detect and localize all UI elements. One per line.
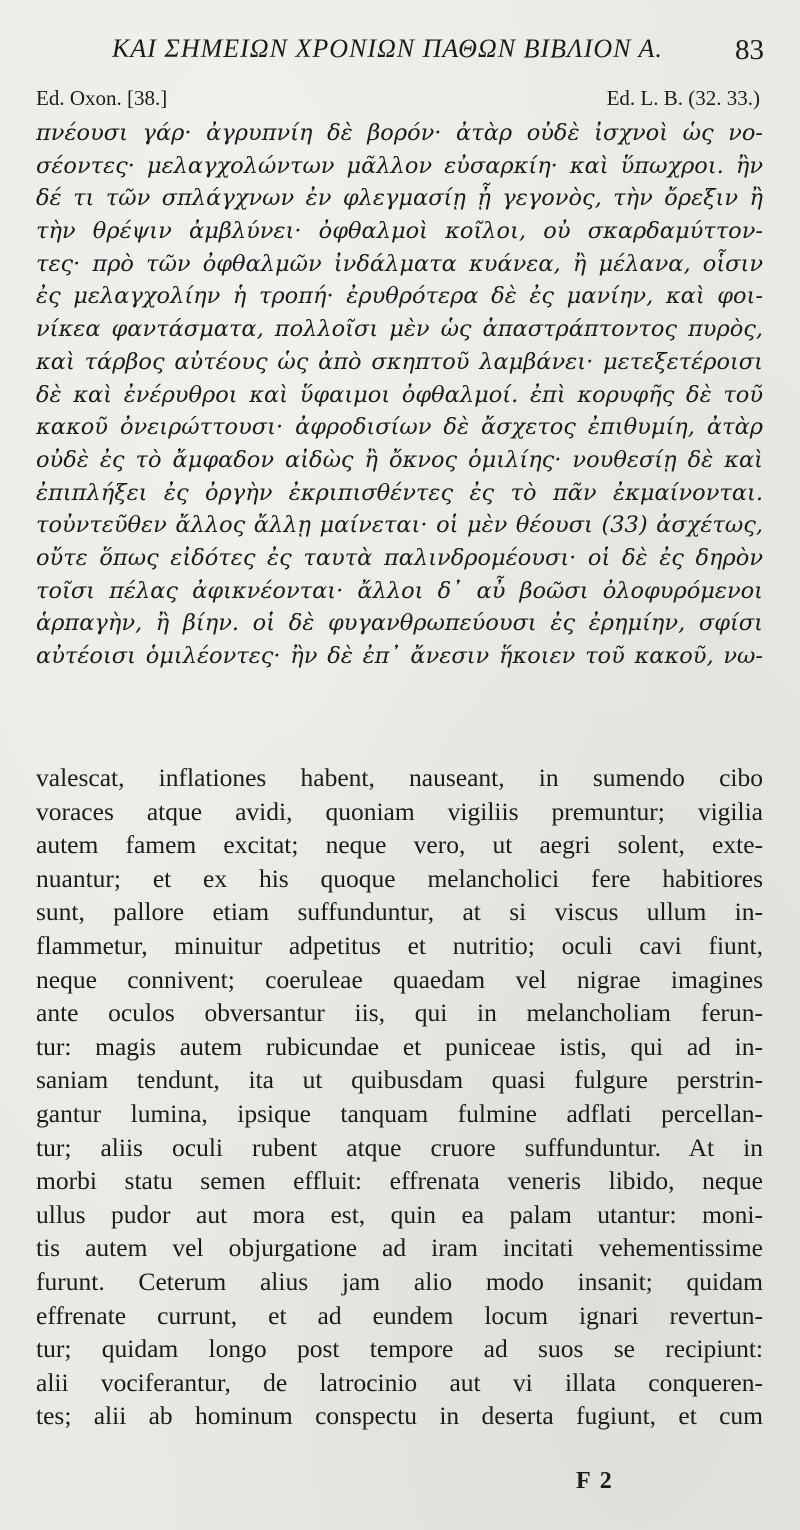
- latin-text-line: ullus pudor aut mora est, quin ea palam utantur: moni-: [36, 1199, 763, 1229]
- edition-reference-line: [36, 86, 760, 114]
- greek-text-line: ἁρπαγὴν, ἢ βίην. οἱ δὲ φυγανθρωπεύουσι ἐς ἐρημίην, σφίσι: [36, 610, 763, 637]
- signature-mark: F 2: [576, 1468, 614, 1494]
- greek-text-line: νίκεα φαντάσματα, πολλοῖσι μὲν ὡς ἀπαστράπτοντος πυρὸς,: [36, 316, 763, 343]
- page-number: 83: [735, 34, 764, 66]
- greek-text-block: [36, 117, 763, 673]
- latin-text-line: tur; quidam longo post tempore ad suos se recipiunt:: [36, 1334, 763, 1364]
- latin-text-line: neque connivent; coeruleae quaedam vel nigrae imagines: [36, 964, 763, 994]
- latin-text-line: tur; aliis oculi rubent atque cruore suffunduntur. At in: [36, 1132, 763, 1162]
- greek-text-line: οὔτε ὅπως εἰδότες ἐς ταυτὰ παλινδρομέουσι· οἱ δὲ ἐς δηρὸν: [36, 544, 763, 571]
- greek-text-line: οὐδὲ ἐς τὸ ἄμφαδον αἰδὼς ἢ ὄκνος ὁμιλίης· νουθεσίῃ δὲ καὶ: [36, 446, 763, 473]
- latin-text-line: autem famem excitat; neque vero, ut aegri solent, exte-: [36, 830, 763, 860]
- latin-text-line: furunt. Ceterum alius jam alio modo insanit; quidam: [36, 1266, 763, 1296]
- greek-text-line: κακοῦ ὀνειρώττουσι· ἀφροδισίων δὲ ἄσχετος ἐπιθυμίη, ἀτὰρ: [36, 414, 763, 441]
- greek-text-line: καὶ τάρβος αὐτέους ὡς ἀπὸ σκηπτοῦ λαμβάνει· μετεξετέροισι: [36, 348, 763, 375]
- latin-text-line: sunt, pallore etiam suffunduntur, at si viscus ullum in-: [36, 897, 763, 927]
- greek-text-line: δὲ καὶ ἐνέρυθροι καὶ ὕφαιμοι ὀφθαλμοί. ἐπὶ κορυφῆς δὲ τοῦ: [36, 381, 763, 408]
- latin-text-line: voraces atque avidi, quoniam vigiliis premuntur; vigilia: [36, 796, 763, 826]
- latin-translation-block: [36, 761, 763, 1433]
- latin-text-line: effrenate currunt, et ad eundem locum ignari revertun-: [36, 1300, 763, 1330]
- running-title: ΚΑΙ ΣΗΜΕΙΩΝ ΧΡΟΝΙΩΝ ΠΑΘΩΝ ΒΙΒΛΙΟΝ Α.: [112, 34, 663, 63]
- greek-text-line: τοῖσι πέλας ἀφικνέονται· ἄλλοι δ᾽ αὖ βοῶσι ὀλοφυρόμενοι: [36, 577, 763, 604]
- latin-text-line: gantur lumina, ipsique tanquam fulmine adflati percellan-: [36, 1098, 763, 1128]
- latin-text-line: tur: magis autem rubicundae et puniceae istis, qui ad in-: [36, 1031, 763, 1061]
- latin-text-line: flammetur, minuitur adpetitus et nutritio; oculi cavi fiunt,: [36, 930, 763, 960]
- greek-text-line: ἐς μελαγχολίην ἡ τροπή· ἐρυθρότερα δὲ ἐς μανίην, καὶ φοι-: [36, 283, 763, 310]
- latin-text-line: tes; alii ab hominum conspectu in deserta fugiunt, et cum: [36, 1401, 763, 1431]
- latin-text-line: alii vociferantur, de latrocinio aut vi illata conqueren-: [36, 1367, 763, 1397]
- latin-text-line: saniam tendunt, ita ut quibusdam quasi fulgure perstrin-: [36, 1065, 763, 1095]
- greek-text-line: αὐτέοισι ὁμιλέοντες· ἢν δὲ ἐπ᾽ ἄνεσιν ἥκοιεν τοῦ κακοῦ, νω-: [36, 643, 763, 669]
- latin-text-line: ante oculos obversantur iis, qui in melancholiam ferun-: [36, 998, 763, 1028]
- running-head: [64, 30, 764, 70]
- edition-leiden-reference: Ed. L. B. (32. 33.): [606, 86, 760, 110]
- latin-text-line: valescat, inflationes habent, nauseant, in sumendo cibo: [36, 763, 763, 792]
- latin-text-line: morbi statu semen effluit: effrenata veneris libido, neque: [36, 1166, 763, 1196]
- greek-text-line: τὴν θρέψιν ἀμβλύνει· ὀφθαλμοὶ κοῖλοι, οὐ σκαρδαμύττον-: [36, 218, 763, 245]
- latin-text-line: tis autem vel objurgatione ad iram incitati vehementissime: [36, 1233, 763, 1263]
- greek-text-line: τες· πρὸ τῶν ὀφθαλμῶν ἰνδάλματα κυάνεα, ἢ μέλανα, οἷσιν: [36, 250, 763, 277]
- greek-text-line: σέοντες· μελαγχολώντων μᾶλλον εὐσαρκίη· καὶ ὕπωχροι. ἢν: [36, 152, 763, 179]
- greek-text-line: τοὐντεῦθεν ἄλλος ἄλλῃ μαίνεται· οἱ μὲν θέουσι (33) ἀσχέτως,: [36, 512, 763, 539]
- greek-text-line: πνέουσι γάρ· ἀγρυπνίη δὲ βορόν· ἀτὰρ οὐδὲ ἰσχνοὶ ὡς νο-: [36, 120, 763, 146]
- greek-text-line: δέ τι τῶν σπλάγχνων ἐν φλεγμασίῃ ᾖ γεγονὸς, τὴν ὄρεξιν ἢ: [36, 185, 763, 212]
- edition-oxford-reference: Ed. Oxon. [38.]: [36, 86, 168, 110]
- latin-text-line: nuantur; et ex his quoque melancholici fere habitiores: [36, 863, 763, 893]
- greek-text-line: ἐπιπλήξει ἐς ὀργὴν ἐκριπισθέντες ἐς τὸ πᾶν ἐκμαίνονται.: [36, 479, 763, 506]
